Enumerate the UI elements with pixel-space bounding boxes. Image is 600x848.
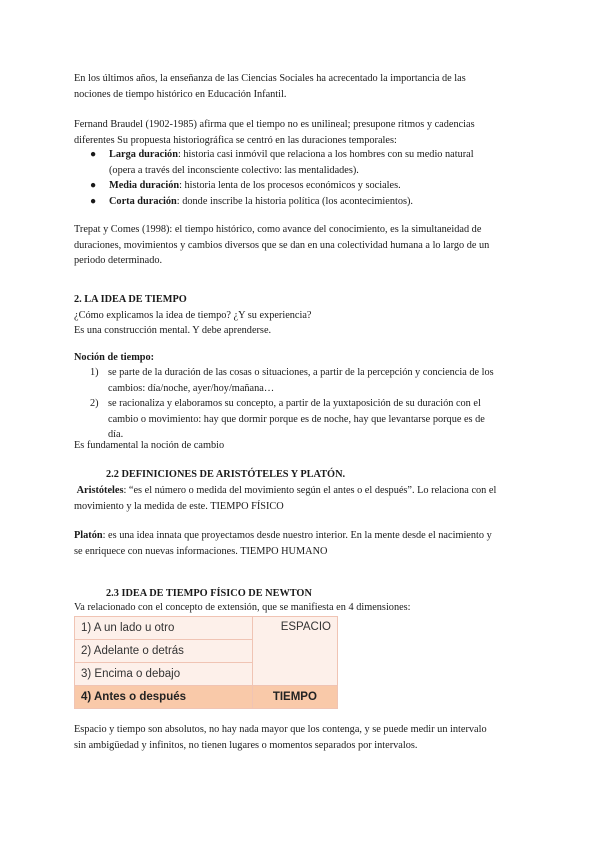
numbered-item <box>90 396 530 443</box>
list-term: Corta duración <box>109 195 177 207</box>
trepat-line: duraciones, movimientos y cambios diversos que se dan en una colectividad humana a lo largo de un <box>74 239 490 251</box>
intro-line: En los últimos años, la enseñanza de las Ciencias Sociales ha acrecentado la importancia de las <box>74 73 466 84</box>
platon-text: : es una idea innata que proyectamos desde nuestro interior. En la mente desde el nacimiento y <box>102 530 492 541</box>
list-item <box>90 178 530 194</box>
trepat-paragraph <box>74 222 489 269</box>
table-cell: 4) Antes o después <box>75 686 253 709</box>
list-item <box>90 194 530 210</box>
section-23-title: 2.3 IDEA DE TIEMPO FÍSICO DE NEWTON <box>106 588 312 599</box>
closing-line: sin ambigüedad y infinitos, no tienen lugares o momentos separados por intervalos. <box>74 739 418 751</box>
dimensions-table <box>74 616 338 709</box>
platon-paragraph <box>74 528 492 559</box>
table-row <box>75 617 338 640</box>
notion-title: Noción de tiempo: <box>74 352 155 363</box>
notion-list <box>90 365 530 443</box>
table-cell: 2) Adelante o detrás <box>75 640 253 663</box>
space-label: ESPACIO <box>252 617 337 686</box>
table-cell: 1) A un lado u otro <box>75 617 253 640</box>
platon-text-cont: se enriquece con nuevas informaciones. TIEMPO HUMANO <box>74 545 328 557</box>
section-22-title: 2.2 DEFINICIONES DE ARISTÓTELES Y PLATÓN. <box>106 469 346 480</box>
section-23-intro-line: Va relacionado con el concepto de extensión, que se manifiesta en 4 dimensiones: <box>74 602 411 613</box>
intro-line: nociones de tiempo histórico en Educación Infantil. <box>74 88 287 100</box>
table-row <box>75 686 338 709</box>
intro-paragraph <box>74 71 466 102</box>
item-number: 2) <box>90 398 99 409</box>
bullet-icon: ● <box>90 195 97 207</box>
bullet-icon: ● <box>90 149 97 160</box>
closing-line: Espacio y tiempo son absolutos, no hay nada mayor que los contenga, y se puede medir un intervalo <box>74 724 487 735</box>
table-cell: 3) Encima o debajo <box>75 663 253 686</box>
list-term: Larga duración <box>109 149 178 160</box>
braudel-line: diferentes Su propuesta historiográfica se centró en las duraciones temporales: <box>74 134 397 146</box>
section-2-line: ¿Cómo explicamos la idea de tiempo? ¿Y su experiencia? <box>74 309 312 321</box>
bullet-icon: ● <box>90 180 97 191</box>
numbered-item <box>90 365 530 396</box>
item-number: 1) <box>90 367 99 378</box>
trepat-line: Trepat y Comes (1998): el tiempo histórico, como avance del conocimiento, es la simultaneidad de <box>74 224 482 235</box>
item-text: cambios: día/noche, ayer/hoy/mañana… <box>108 382 275 394</box>
item-text: se racionaliza y elaboramos su concepto, a partir de la yuxtaposición de su duración con el <box>108 398 481 409</box>
aristoteles-term: Aristóteles <box>76 485 124 496</box>
duration-list <box>90 147 530 209</box>
closing-line: Es fundamental la noción de cambio <box>74 440 225 451</box>
aristoteles-text-cont: movimiento y la medida de este. TIEMPO FÍSICO <box>74 500 284 512</box>
list-item <box>90 147 530 178</box>
section-2 <box>74 292 312 339</box>
trepat-line: periodo determinado. <box>74 255 163 266</box>
braudel-paragraph <box>74 117 475 148</box>
aristoteles-paragraph <box>74 483 496 514</box>
notion-closing <box>74 438 224 454</box>
item-text: se parte de la duración de las cosas o situaciones, a partir de la percepción y conciencia de los <box>108 367 494 378</box>
list-term: Media duración <box>109 180 180 191</box>
notion-block <box>74 350 154 366</box>
list-text: : donde inscribe la historia política (los acontecimientos). <box>176 195 413 207</box>
braudel-line: Fernand Braudel (1902-1985) afirma que el tiempo no es unilineal; presupone ritmos y cadencias <box>74 119 475 130</box>
section-2-title: 2. LA IDEA DE TIEMPO <box>74 294 187 305</box>
section-23-intro <box>74 600 411 616</box>
aristoteles-text: : “es el número o medida del movimiento según el antes o el después”. Lo relaciona con el <box>123 485 497 496</box>
section-23-closing <box>74 722 487 753</box>
time-label: TIEMPO <box>252 686 337 709</box>
item-text: cambio o movimiento: hay que dormir porque es de noche, hay que levantarse porque es de <box>108 413 485 425</box>
section-2-line: Es una construcción mental. Y debe aprenderse. <box>74 325 272 336</box>
list-text: : historia casi inmóvil que relaciona a los hombres con su medio natural <box>177 149 474 160</box>
item-text: día. <box>108 429 124 440</box>
platon-term: Platón <box>74 530 103 541</box>
section-22-heading <box>106 467 345 483</box>
list-text: : historia lenta de los procesos económicos y sociales. <box>179 180 401 191</box>
list-text-cont: (opera a través del inconsciente colectivo: las mentalidades). <box>109 164 359 176</box>
